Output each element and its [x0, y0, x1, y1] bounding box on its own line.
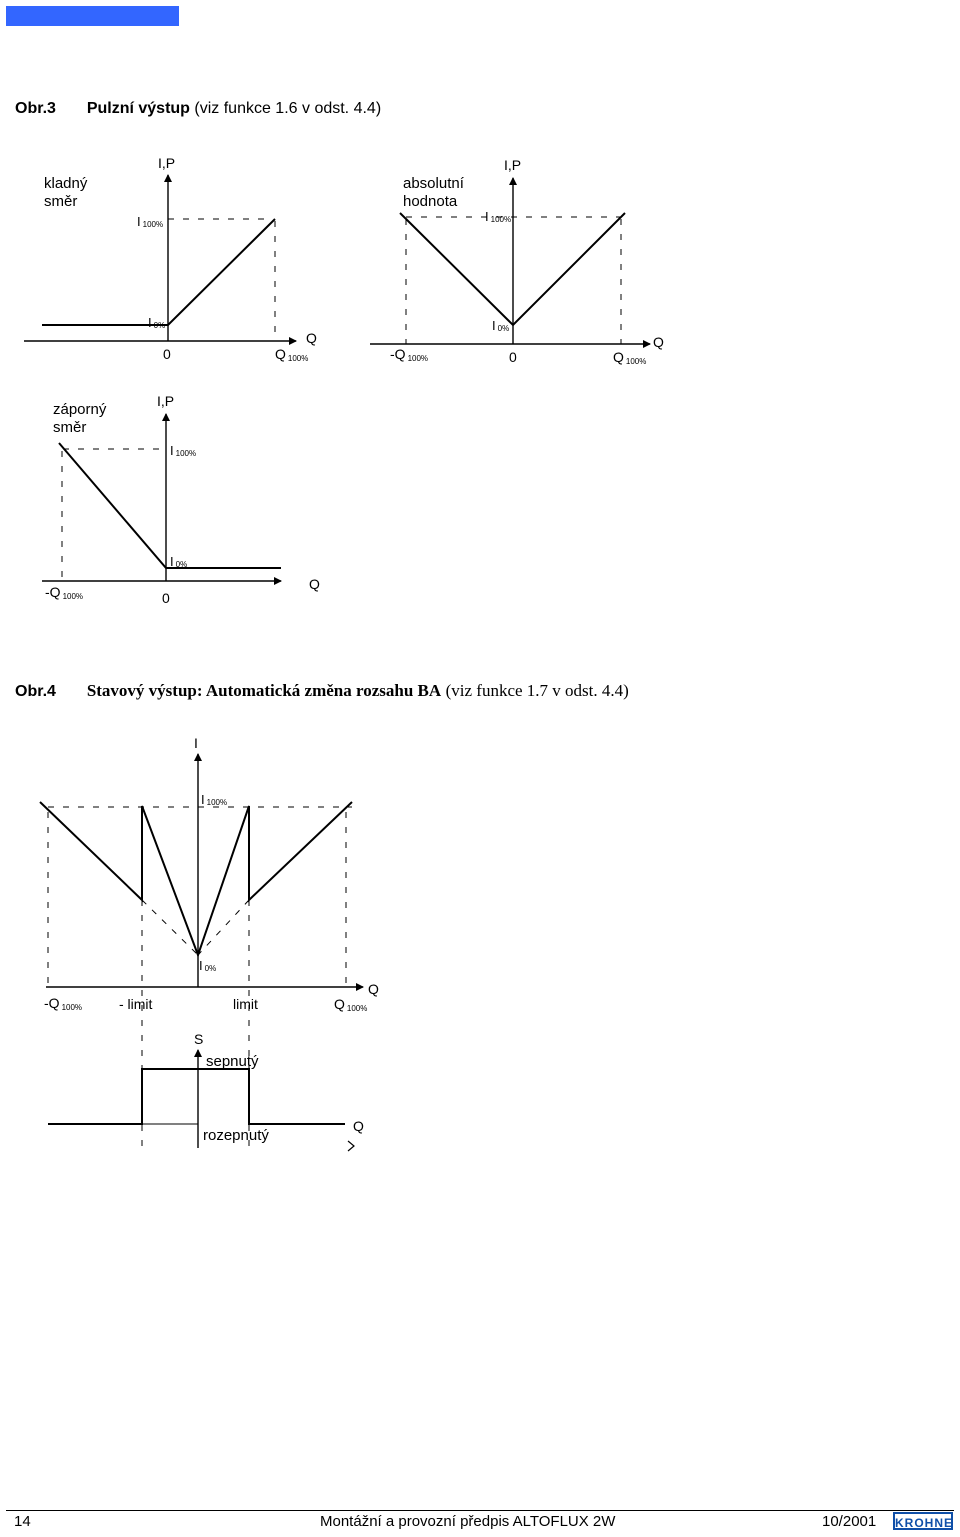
fig3-number: Obr.3	[15, 100, 56, 117]
x-axis-label: Q	[653, 334, 664, 350]
document-title: Montážní a provozní předpis ALTOFLUX 2W	[320, 1513, 616, 1530]
x-axis-arrow	[348, 1141, 354, 1151]
fig3-title-rest: (viz funkce 1.6 v odst. 4.4)	[194, 100, 382, 117]
neg-q100-label: -Q 100%	[45, 584, 84, 601]
neg-q100-label: -Q 100%	[390, 346, 429, 363]
x-zero-label: 0	[162, 590, 170, 606]
x-zero-label: 0	[163, 346, 171, 362]
caption-line2: směr	[53, 419, 87, 436]
y-axis-label: I	[194, 735, 198, 751]
off-label: rozepnutý	[203, 1127, 269, 1144]
extension-dashed-right	[198, 900, 249, 955]
i0-label: I 0%	[492, 318, 510, 333]
y-axis-label: S	[194, 1031, 204, 1047]
document-date: 10/2001	[822, 1513, 877, 1530]
y-axis-label: I,P	[504, 157, 522, 173]
x-axis-label: Q	[353, 1118, 364, 1134]
neg-limit-label: - limit	[119, 996, 153, 1012]
q100-label: Q 100%	[334, 996, 368, 1013]
fig3-title: Pulzní výstup	[86, 100, 190, 117]
i100-label: I 100%	[485, 209, 512, 224]
footer-rule	[6, 1510, 954, 1511]
i0-label: I 0%	[148, 315, 166, 330]
fig4-number: Obr.4	[15, 683, 56, 700]
plot-range-switch-state	[48, 1031, 364, 1151]
y-axis-label: I,P	[158, 155, 176, 171]
caption-line2: směr	[44, 193, 78, 210]
plot-negative-direction	[42, 393, 320, 606]
extension-dashed-left	[142, 900, 198, 955]
x-zero-label: 0	[509, 349, 517, 365]
x-axis-label: Q	[309, 576, 320, 592]
i100-label: I 100%	[137, 214, 164, 229]
caption-line1: absolutní	[403, 175, 464, 192]
x-axis-label: Q	[368, 981, 379, 997]
i100-label: I 100%	[170, 443, 197, 458]
neg-q100-label: -Q 100%	[44, 995, 83, 1012]
plot-positive-direction	[24, 155, 317, 363]
x-axis-label: Q	[306, 330, 317, 346]
plot-range-switch-current	[40, 735, 379, 1150]
q100-label: Q 100%	[275, 346, 309, 363]
page-number: 14	[14, 1513, 31, 1530]
limit-label: limit	[233, 996, 258, 1012]
i100-label: I 100%	[201, 792, 228, 807]
caption-line1: kladný	[44, 175, 88, 192]
output-curve	[40, 802, 352, 955]
i0-label: I 0%	[199, 958, 217, 973]
fig4-title: Stavový výstup: Automatická změna rozsahu BA	[86, 681, 442, 700]
plot-absolute-value	[370, 157, 664, 366]
fig4-title-rest: (viz funkce 1.7 v odst. 4.4)	[445, 681, 629, 700]
i0-label: I 0%	[170, 554, 188, 569]
output-curve	[59, 443, 281, 568]
caption-line1: záporný	[53, 401, 107, 418]
output-curve	[42, 219, 275, 325]
on-label: sepnutý	[206, 1053, 259, 1070]
q100-label: Q 100%	[613, 349, 647, 366]
caption-line2: hodnota	[403, 193, 458, 210]
switch-curve	[48, 1069, 345, 1124]
y-axis-label: I,P	[157, 393, 175, 409]
krohne-logo: KROHNE	[893, 1512, 953, 1530]
